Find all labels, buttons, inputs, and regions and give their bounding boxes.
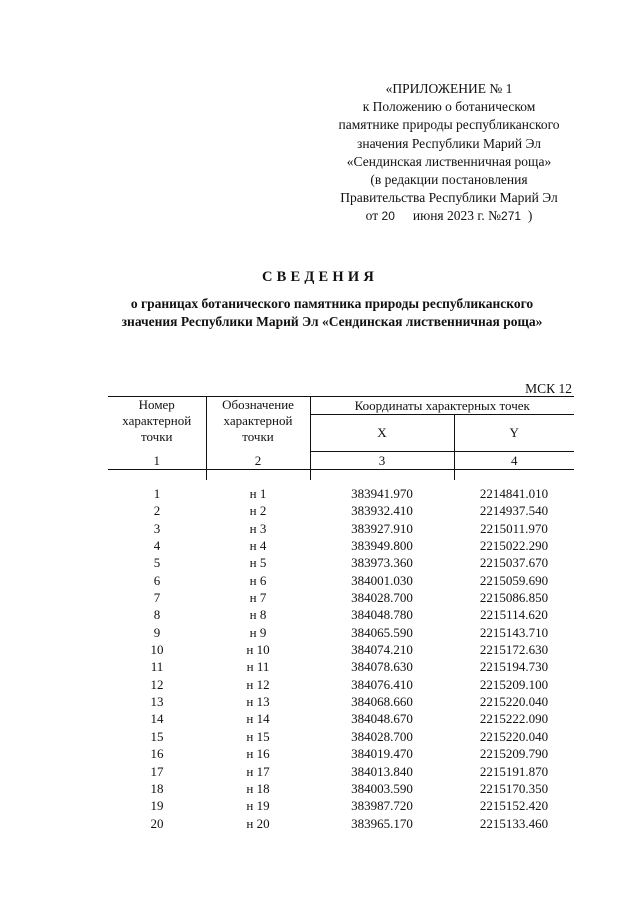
x-coordinate-cell: 384028.700 bbox=[351, 728, 413, 744]
appendix-header bbox=[318, 80, 580, 226]
point-number-cell: 1 bbox=[153, 486, 161, 501]
y-coordinate-cell: 2215011.970 bbox=[480, 520, 548, 536]
appendix-line: к Положению о ботаническом bbox=[362, 99, 536, 115]
x-coordinate-cell: 384065.590 bbox=[351, 624, 413, 640]
point-name-cell: н 1 bbox=[249, 486, 267, 501]
resolution-day: 20 bbox=[381, 209, 395, 224]
point-number-cell: 13 bbox=[150, 694, 164, 710]
x-coordinate-cell: 384068.660 bbox=[351, 694, 413, 710]
point-number-cell: 15 bbox=[150, 728, 164, 744]
header-point-designation: Обозначение характерной точки bbox=[206, 397, 310, 452]
table-row bbox=[108, 780, 574, 797]
y-coordinate-cell: 2215172.630 bbox=[479, 642, 549, 658]
point-number-cell: 8 bbox=[153, 607, 161, 623]
x-coordinate-cell: 383965.170 bbox=[351, 815, 413, 831]
point-name-cell: н 4 bbox=[249, 538, 267, 554]
x-coordinate-cell: 384001.030 bbox=[351, 572, 413, 588]
resolution-number: 271 bbox=[501, 209, 522, 224]
y-coordinate-cell: 2215037.670 bbox=[479, 555, 549, 571]
appendix-line: (в редакции постановления bbox=[370, 172, 528, 188]
document-subtitle bbox=[92, 295, 572, 331]
header-coordinates: Координаты характерных точек bbox=[310, 397, 574, 415]
column-divider bbox=[206, 466, 207, 480]
y-coordinate-cell: 2215191.870 bbox=[479, 763, 549, 779]
table-row bbox=[108, 693, 574, 710]
y-coordinate-cell: 2215220.040 bbox=[479, 694, 549, 710]
x-coordinate-cell: 384074.210 bbox=[351, 642, 413, 658]
resolution-date-line bbox=[318, 207, 580, 225]
table-row bbox=[108, 502, 574, 519]
appendix-line: Правительства Республики Марий Эл bbox=[340, 190, 558, 206]
appendix-line: значения Республики Марий Эл bbox=[357, 135, 541, 151]
y-coordinate-cell: 2215194.730 bbox=[479, 659, 549, 675]
column-number: 3 bbox=[310, 452, 454, 470]
coordinates-table-header bbox=[108, 396, 574, 470]
x-coordinate-cell: 383932.410 bbox=[351, 503, 413, 519]
point-name-cell: н 19 bbox=[246, 798, 270, 814]
column-divider bbox=[454, 466, 455, 480]
point-name-cell: н 12 bbox=[246, 676, 270, 692]
point-name-cell: н 10 bbox=[246, 642, 270, 658]
point-name-cell: н 16 bbox=[246, 746, 270, 762]
y-coordinate-cell: 2215133.460 bbox=[479, 815, 549, 831]
point-name-cell: н 3 bbox=[249, 520, 267, 536]
point-number-cell: 9 bbox=[153, 624, 161, 640]
table-row bbox=[108, 606, 574, 623]
header-y: Y bbox=[454, 415, 574, 452]
point-name-cell: н 2 bbox=[249, 503, 267, 519]
y-coordinate-cell: 2215222.090 bbox=[479, 711, 549, 727]
table-row bbox=[108, 763, 574, 780]
x-coordinate-cell: 384028.700 bbox=[351, 590, 413, 606]
y-coordinate-cell: 2215152.420 bbox=[479, 798, 549, 814]
coordinate-system-label: МСК 12 bbox=[525, 381, 572, 396]
y-coordinate-cell: 2215059.690 bbox=[479, 572, 549, 588]
table-row bbox=[108, 537, 574, 554]
point-name-cell: н 15 bbox=[246, 728, 270, 744]
point-number-cell: 16 bbox=[150, 746, 164, 762]
column-number: 1 bbox=[108, 452, 206, 470]
table-row bbox=[108, 554, 574, 571]
point-number-cell: 2 bbox=[153, 503, 161, 519]
closing-paren: ) bbox=[527, 208, 533, 224]
point-number-cell: 7 bbox=[153, 590, 161, 606]
subtitle-line: значения Республики Марий Эл «Сендинская лиственничная роща» bbox=[121, 314, 543, 329]
point-name-cell: н 9 bbox=[249, 624, 267, 640]
table-row bbox=[108, 676, 574, 693]
point-number-cell: 20 bbox=[150, 815, 164, 831]
table-row bbox=[108, 710, 574, 727]
point-number-cell: 10 bbox=[150, 642, 164, 658]
point-number-cell: 3 bbox=[153, 520, 161, 536]
resolution-month-year: июня 2023 г. № bbox=[412, 208, 502, 224]
y-coordinate-cell: 2215114.620 bbox=[480, 607, 548, 623]
table-row bbox=[108, 589, 574, 606]
x-coordinate-cell: 384078.630 bbox=[351, 659, 413, 675]
point-name-cell: н 17 bbox=[246, 763, 270, 779]
point-name-cell: н 7 bbox=[249, 590, 267, 606]
table-row bbox=[108, 815, 574, 832]
point-name-cell: н 18 bbox=[246, 780, 270, 796]
document-title: СВЕДЕНИЯ bbox=[261, 269, 379, 285]
point-name-cell: н 6 bbox=[249, 572, 267, 588]
table-row bbox=[108, 624, 574, 641]
table-row bbox=[108, 797, 574, 814]
y-coordinate-cell: 2215209.790 bbox=[479, 746, 549, 762]
table-row bbox=[108, 641, 574, 658]
table-row bbox=[108, 485, 574, 502]
x-coordinate-cell: 384019.470 bbox=[351, 746, 413, 762]
x-coordinate-cell: 383973.360 bbox=[351, 555, 413, 571]
x-coordinate-cell: 384048.780 bbox=[351, 607, 413, 623]
subtitle-line: о границах ботанического памятника природы республиканского bbox=[130, 296, 534, 311]
x-coordinate-cell: 384048.670 bbox=[351, 711, 413, 727]
point-number-cell: 5 bbox=[153, 555, 161, 571]
x-coordinate-cell: 383987.720 bbox=[351, 798, 413, 814]
point-number-cell: 12 bbox=[150, 676, 164, 692]
x-coordinate-cell: 383941.970 bbox=[351, 486, 413, 501]
coordinates-table bbox=[108, 485, 574, 832]
y-coordinate-cell: 2215170.350 bbox=[479, 780, 549, 796]
header-x: X bbox=[310, 415, 454, 452]
table-row bbox=[108, 745, 574, 762]
point-name-cell: н 14 bbox=[246, 711, 270, 727]
y-coordinate-cell: 2215086.850 bbox=[479, 590, 549, 606]
table-row bbox=[108, 572, 574, 589]
table-row bbox=[108, 520, 574, 537]
column-number: 4 bbox=[454, 452, 574, 470]
point-name-cell: н 8 bbox=[249, 607, 267, 623]
x-coordinate-cell: 383949.800 bbox=[351, 538, 413, 554]
y-coordinate-cell: 2214841.010 bbox=[479, 486, 549, 501]
appendix-title: «ПРИЛОЖЕНИЕ № 1 bbox=[385, 81, 513, 96]
point-number-cell: 11 bbox=[150, 659, 164, 675]
column-divider bbox=[310, 466, 311, 480]
date-prefix: от bbox=[365, 208, 379, 224]
point-name-cell: н 20 bbox=[246, 815, 270, 831]
point-number-cell: 4 bbox=[153, 538, 161, 554]
x-coordinate-cell: 383927.910 bbox=[351, 520, 413, 536]
point-number-cell: 17 bbox=[150, 763, 164, 779]
point-number-cell: 18 bbox=[150, 780, 164, 796]
point-number-cell: 19 bbox=[150, 798, 164, 814]
table-row bbox=[108, 728, 574, 745]
header-point-number: Номер характерной точки bbox=[108, 397, 206, 452]
y-coordinate-cell: 2214937.540 bbox=[479, 503, 549, 519]
table-row bbox=[108, 658, 574, 675]
point-name-cell: н 5 bbox=[249, 555, 267, 571]
column-number: 2 bbox=[206, 452, 310, 470]
appendix-line: памятнике природы республиканского bbox=[338, 117, 560, 133]
appendix-line: «Сендинская лиственничная роща» bbox=[346, 153, 552, 169]
point-name-cell: н 13 bbox=[246, 694, 270, 710]
y-coordinate-cell: 2215220.040 bbox=[479, 728, 549, 744]
point-number-cell: 14 bbox=[150, 711, 164, 727]
x-coordinate-cell: 384003.590 bbox=[351, 780, 413, 796]
x-coordinate-cell: 384076.410 bbox=[351, 676, 413, 692]
point-name-cell: н 11 bbox=[246, 659, 270, 675]
x-coordinate-cell: 384013.840 bbox=[351, 763, 413, 779]
y-coordinate-cell: 2215022.290 bbox=[479, 538, 549, 554]
y-coordinate-cell: 2215209.100 bbox=[479, 676, 549, 692]
point-number-cell: 6 bbox=[153, 572, 161, 588]
y-coordinate-cell: 2215143.710 bbox=[479, 624, 549, 640]
